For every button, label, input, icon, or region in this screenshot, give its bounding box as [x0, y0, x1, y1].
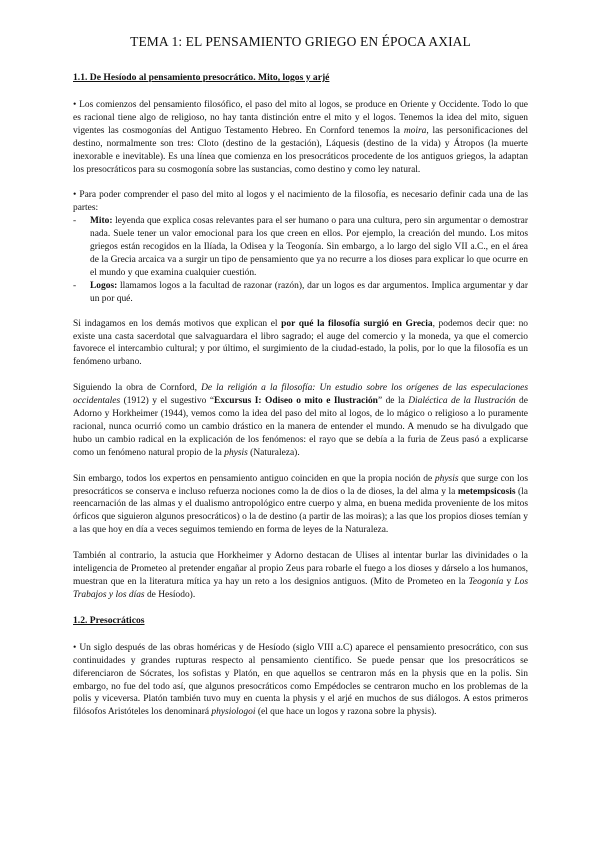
- document-title: TEMA 1: EL PENSAMIENTO GRIEGO EN ÉPOCA AXIAL: [130, 34, 471, 49]
- work-title-teogonia: Teogonía: [468, 577, 504, 587]
- moira-term: moira: [403, 125, 427, 136]
- emphasis-excursus: Excursus I: Odiseo o mito e Ilustración: [214, 396, 378, 407]
- paragraph-mito-logos-intro: • Los comienzos del pensamiento filosófico, el paso del mito al logos, se produce en Oriente y Occidente. Todo lo que es racional tiene algo de religioso, no hay tanta distinción entre el mito y el logos. Tenemos la idea del mito, siguen vigentes las cosmogonías del Antiguo Testamento Hebreo. En Cornford tenemos la moira, las personificaciones del destino, normalmente son tres: Cloto (destino de la gestación), Láquesis (destino de la vida) y Átropos (la muerte inexorable e inevitable). Es una línea que comienza en los presocráticos procedente de los antiguos griegos, la adaptan los presocráticos para su cosmogonía sobre las sustancias, como destino y como ley natural.: [73, 100, 528, 175]
- definition-mito: [73, 215, 528, 280]
- emphasis-por-que-grecia: por qué la filosofía surgió en Grecia: [281, 318, 433, 329]
- list-dash: -: [73, 216, 77, 227]
- paragraph-por-que-grecia: Si indagamos en los demás motivos que explican el por qué la filosofía surgió en Grecia, podemos decir que: no existe una casta sacerdotal que salvaguardara el libro sagrado; el auge del comercio y la moneda, ya que el comercio favorece el intercambio cultural; y por último, el surgimiento de la ciudad-estado, la polis, por lo que la filosofía es un fenómeno urbano.: [73, 318, 529, 368]
- physis-term: physis: [224, 447, 248, 458]
- definition-text: llamamos logos a la facultad de razonar (razón), dar un logos es dar argumentos. Implica argumentar y dar un por qué.: [90, 280, 528, 304]
- work-title-trabajos: Los Trabajos y los días: [73, 577, 529, 600]
- paragraph-metempsicosis: Sin embargo, todos los expertos en pensamiento antiguo coinciden en que la propia noción de physis que surge con los presocráticos se conserva e incluso refuerza nociones como la de dios o la de dioses, la del alma y la metempsicosis (la reencarnación de las almas y el dualismo antropológico entre cuerpo y alma, en buena medida proveniente de los mitos órficos que siguieron algunos presocráticos) o la de destino (a partir de las moiras); a las que los propios dioses temían y a las que hoy en día a veces seguimos temiendo en forma de leyes de la Naturaleza.: [73, 473, 528, 536]
- definition-text: leyenda que explica cosas relevantes para el ser humano o para una cultura, pero sin argumentar o demostrar nada. Suele tener un valor emocional para los que creen en ellos. Por ejemplo, la creación del mundo. Los mitos griegos están recogidos en la Ilíada, la Odisea y la Teogonía. Sin embargo, a lo largo del siglo VII a.C., en el área de la Grecia arcaica va a surgir un tipo de pensamiento que ya no recurre a los dioses para explicar lo que ocurre en el mundo y que examina cualquier cuestión.: [90, 216, 528, 278]
- emphasis-metempsicosis: metempsicosis: [457, 486, 516, 497]
- section-heading-1-2: 1.2. Presocráticos: [73, 614, 145, 626]
- paragraph-prometeo: También al contrario, la astucia que Horkheimer y Adorno destacan de Ulises al intentar burlar las divinidades o la inteligencia de Prometeo al pretender engañar al propio Zeus para robarle el fuego a los dioses y dárselo a los humanos, muestran que en la literatura mítica ya hay un reto a los designios antiguos. (Mito de Prometeo en la Teogonía y Los Trabajos y los días de Hesíodo).: [73, 551, 529, 600]
- physiologoi-term: physiologoi: [211, 707, 256, 718]
- definitions-list: [73, 215, 528, 305]
- definition-term: Logos:: [90, 280, 118, 291]
- paragraph-cornford: Siguiendo la obra de Cornford, De la religión a la filosofía: Un estudio sobre los orígenes de las especulaciones occidentales (1912) y el sugestivo “Excursus I: Odiseo o mito e Ilustración” de la Dialéctica de la Ilustración de Adorno y Horkheimer (1944), vemos como la idea del paso del mito al logos, de lo mágico o religioso a lo puramente racional, nunca ocurrió como un cambio drástico en la manera de entender el mundo. A menudo se ha divulgado que hubo un cambio radical en la explicación de los fenómenos: el rayo que se debía a la furia de Zeus pasó a explicarse como un fenómeno natural propio de la physis (Naturaleza).: [73, 383, 528, 458]
- list-dash: -: [73, 280, 77, 291]
- document-page: [73, 34, 528, 732]
- physis-term: physis: [434, 473, 459, 484]
- paragraph-presocraticos: • Un siglo después de las obras homéricas y de Hesíodo (siglo VIII a.C) aparece el pensamiento presocrático, con sus continuidades y grandes rupturas respecto al pensamiento científico. Se puede pensar que los presocráticos se diferenciaron de Sócrates, los sofistas y Platón, en que aquellos se centraron más en la physis que en la polis. Sin embargo, no fue del todo así, que algunos presocráticos como Empédocles se centraron mucho en los problemas de la polis y viceversa. Platón también tuvo muy en cuenta la physis y el arjé en muchos de sus diálogos. A estos primeros filósofos Aristóteles los denominará physiologoi (el que hace un logos y razona sobre la physis).: [73, 642, 528, 718]
- definition-logos: [73, 280, 528, 306]
- section-heading-1-1: 1.1. De Hesíodo al pensamiento presocrático. Mito, logos y arjé: [73, 72, 330, 83]
- work-title-cornford: De la religión a la filosofía: Un estudio sobre los orígenes de las especulaciones occidentales: [73, 383, 528, 407]
- work-title-dialectica: Dialéctica de la Ilustración: [408, 396, 516, 407]
- definition-term: Mito:: [90, 216, 113, 227]
- paragraph-definitions-intro: • Para poder comprender el paso del mito al logos y el nacimiento de la filosofía, es necesario definir cada una de las partes:: [73, 190, 528, 214]
